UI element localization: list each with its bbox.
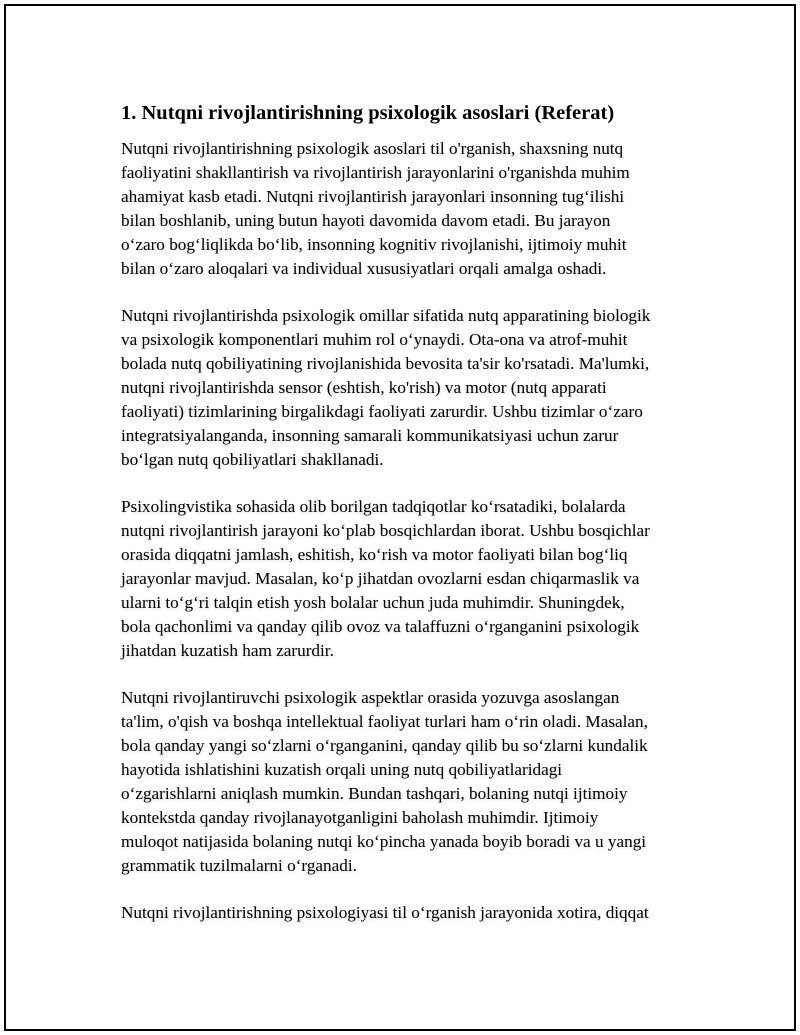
paragraph-list (121, 137, 701, 925)
page-frame (4, 4, 796, 1031)
paragraph-line: ularni to‘g‘ri talqin etish yosh bolalar uchun juda muhimdir. Shuningdek, (121, 593, 625, 612)
paragraph-line: bolada nutq qobiliyatining rivojlanishida bevosita ta'sir ko'rsatadi. Ma'lumki, (121, 354, 650, 373)
paragraph-line: hayotida ishlatishini kuzatish orqali uning nutq qobiliyatlaridagi (121, 760, 563, 779)
paragraph-line: Psixolingvistika sohasida olib borilgan tadqiqotlar ko‘rsatadiki, bolalarda (121, 497, 626, 516)
paragraph-line: ta'lim, o'qish va boshqa intellektual faoliyat turlari ham o‘rin oladi. Masalan, (121, 712, 648, 731)
paragraph-line: bilan o‘zaro aloqalari va individual xususiyatlari orqali amalga oshadi. (121, 259, 607, 278)
paragraph-line: Nutqni rivojlantirishning psixologiyasi til o‘rganish jarayonida xotira, diqqat (121, 903, 649, 922)
document-body (121, 99, 701, 948)
paragraph-line: grammatik tuzilmalarni o‘rganadi. (121, 856, 357, 875)
paragraph-line: o‘zgarishlarni aniqlash mumkin. Bundan tashqari, bolaning nutqi ijtimoiy (121, 784, 628, 803)
paragraph-line: jihatdan kuzatish ham zarurdir. (121, 641, 334, 660)
paragraph-line: bilan boshlanib, uning butun hayoti davomida davom etadi. Bu jarayon (121, 211, 611, 230)
paragraph-line: va psixologik komponentlari muhim rol o‘ynaydi. Ota-ona va atrof-muhit (121, 330, 628, 349)
paragraph (121, 304, 701, 472)
paragraph-line: nutqni rivojlantirishda sensor (eshtish, ko'rish) va motor (nutq apparati (121, 378, 607, 397)
paragraph-line: Nutqni rivojlantirishda psixologik omillar sifatida nutq apparatining biologik (121, 306, 651, 325)
paragraph-line: muloqot natijasida bolaning nutqi ko‘pincha yanada boyib boradi va u yangi (121, 832, 647, 851)
paragraph (121, 686, 701, 878)
paragraph-line: faoliyatini shakllantirish va rivojlantirish jarayonlarini o'rganishda muhim (121, 163, 630, 182)
paragraph-line: kontekstda qanday rivojlanayotganligini baholash muhimdir. Ijtimoiy (121, 808, 599, 827)
paragraph-line: orasida diqqatni jamlash, eshitish, ko‘rish va motor faoliyati bilan bog‘liq (121, 545, 628, 564)
paragraph-line: Nutqni rivojlantiruvchi psixologik aspektlar orasida yozuvga asoslangan (121, 688, 620, 707)
paragraph (121, 901, 701, 925)
paragraph-line: bola qachonlimi va qanday qilib ovoz va talaffuzni o‘rganganini psixologik (121, 617, 640, 636)
paragraph (121, 495, 701, 663)
document-title: 1. Nutqni rivojlantirishning psixologik asoslari (Referat) (121, 102, 615, 124)
paragraph-line: jarayonlar mavjud. Masalan, ko‘p jihatdan ovozlarni esdan chiqarmaslik va (121, 569, 640, 588)
paragraph-line: ahamiyat kasb etadi. Nutqni rivojlantirish jarayonlari insonning tug‘ilishi (121, 187, 625, 206)
paragraph-line: bola qanday yangi so‘zlarni o‘rganganini, qanday qilib bu so‘zlarni kundalik (121, 736, 648, 755)
paragraph-line: Nutqni rivojlantirishning psixologik asoslari til o'rganish, shaxsning nutq (121, 139, 624, 158)
paragraph-line: o‘zaro bog‘liqlikda bo‘lib, insonning kognitiv rivojlanishi, ijtimoiy muhit (121, 235, 627, 254)
paragraph-line: faoliyati) tizimlarining birgalikdagi faoliyati zarurdir. Ushbu tizimlar o‘zaro (121, 402, 643, 421)
paragraph (121, 137, 701, 281)
paragraph-line: integratsiyalanganda, insonning samarali kommunikatsiyasi uchun zarur (121, 426, 619, 445)
paragraph-line: bo‘lgan nutq qobiliyatlari shakllanadi. (121, 450, 384, 469)
paragraph-line: nutqni rivojlantirish jarayoni ko‘plab bosqichlardan iborat. Ushbu bosqichlar (121, 521, 650, 540)
